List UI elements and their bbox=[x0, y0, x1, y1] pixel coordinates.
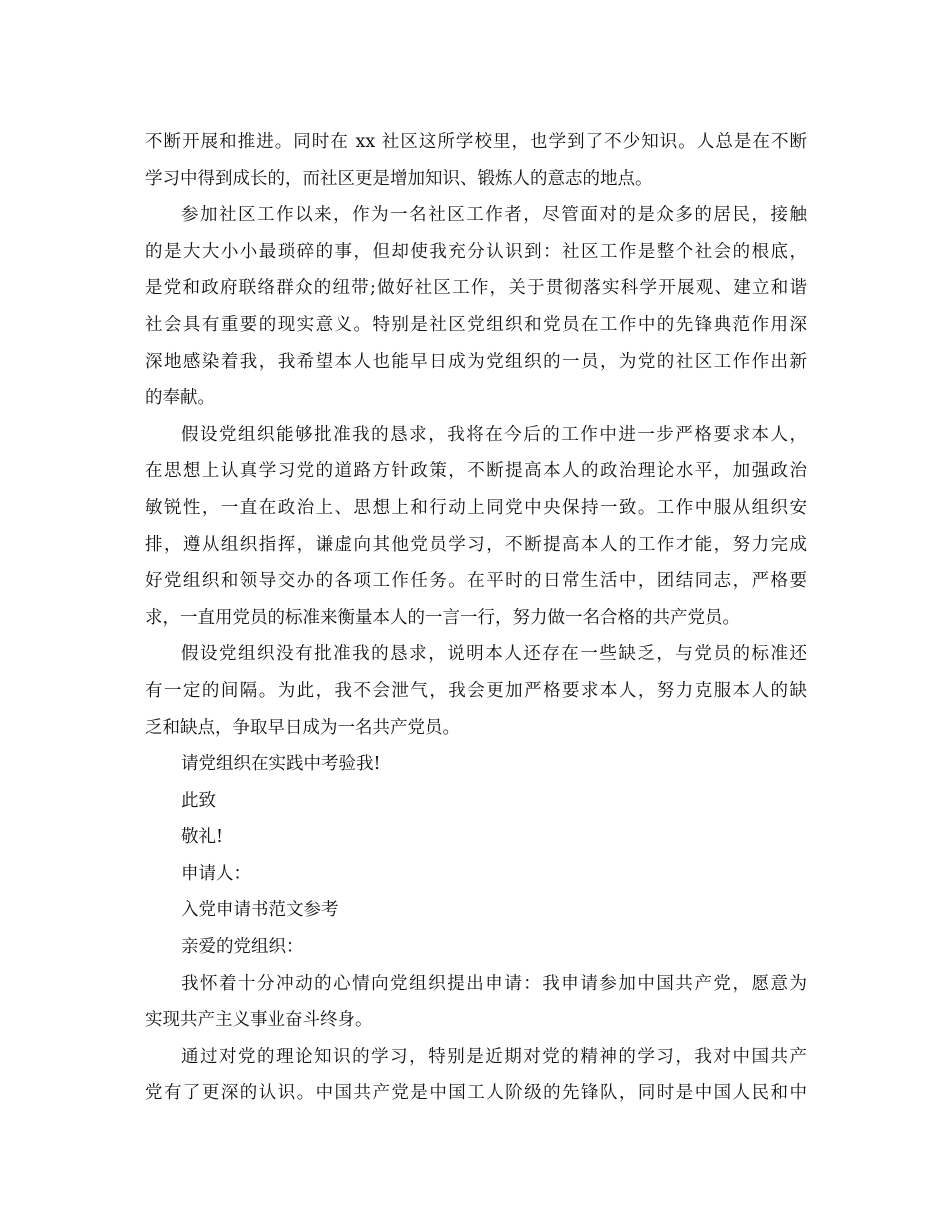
text-line: 乏和缺点，争取早日成为一名共产党员。 bbox=[145, 717, 460, 738]
text-line: 实现共产主义事业奋斗终身。 bbox=[145, 1010, 373, 1031]
text-line: 敏锐性，一直在政治上、思想上和行动上同党中央保持一致。工作中服从组织安 bbox=[145, 497, 807, 518]
text-line: 申请人： bbox=[181, 863, 251, 884]
text-line: 的是大大小小最琐碎的事，但却使我充分认识到：社区工作是整个社会的根底， bbox=[145, 241, 807, 262]
text-line: 是党和政府联络群众的纽带;做好社区工作，关于贯彻落实科学开展观、建立和谐 bbox=[145, 278, 807, 299]
text-line: 党有了更深的认识。中国共产党是中国工人阶级的先锋队，同时是中国人民和中 bbox=[145, 1083, 807, 1104]
text-line: 在思想上认真学习党的道路方针政策，不断提高本人的政治理论水平，加强政治 bbox=[145, 461, 807, 482]
text-line: 不断开展和推进。同时在 xx 社区这所学校里，也学到了不少知识。人总是在不断 bbox=[145, 132, 807, 152]
text-line: 排，遵从组织指挥，谦虚向其他党员学习，不断提高本人的工作才能，努力完成 bbox=[145, 534, 807, 555]
text-line: 学习中得到成长的，而社区更是增加知识、锻炼人的意志的地点。 bbox=[145, 168, 653, 189]
text-line: 假设党组织能够批准我的恳求，我将在今后的工作中进一步严格要求本人， bbox=[181, 424, 807, 445]
text-line: 深地感染着我，我希望本人也能早日成为党组织的一员，为党的社区工作作出新 bbox=[145, 351, 807, 372]
text-line: 我怀着十分冲动的心情向党组织提出申请：我申请参加中国共产党，愿意为 bbox=[181, 973, 807, 994]
text-line: 参加社区工作以来，作为一名社区工作者，尽管面对的是众多的居民，接触 bbox=[181, 205, 807, 226]
text-line: 的奉献。 bbox=[145, 388, 215, 409]
text-line: 好党组织和领导交办的各项工作任务。在平时的日常生活中，团结同志，严格要 bbox=[145, 571, 807, 592]
text-line: 假设党组织没有批准我的恳求，说明本人还存在一些缺乏，与党员的标准还 bbox=[181, 644, 807, 665]
document-body bbox=[145, 124, 807, 1112]
text-line: 此致 bbox=[181, 790, 216, 811]
text-line: 通过对党的理论知识的学习，特别是近期对党的精神的学习，我对中国共产 bbox=[181, 1046, 807, 1067]
text-line: 社会具有重要的现实意义。特别是社区党组织和党员在工作中的先锋典范作用深 bbox=[145, 314, 807, 335]
text-line: 敬礼! bbox=[181, 827, 224, 848]
text-line: 有一定的间隔。为此，我不会泄气，我会更加严格要求本人，努力克服本人的缺 bbox=[145, 680, 807, 701]
text-line: 请党组织在实践中考验我! bbox=[181, 754, 381, 775]
text-line: 亲爱的党组织： bbox=[181, 937, 304, 958]
text-line: 入党申请书范文参考 bbox=[181, 900, 339, 921]
text-line: 求，一直用党员的标准来衡量本人的一言一行，努力做一名合格的共产党员。 bbox=[145, 607, 740, 628]
